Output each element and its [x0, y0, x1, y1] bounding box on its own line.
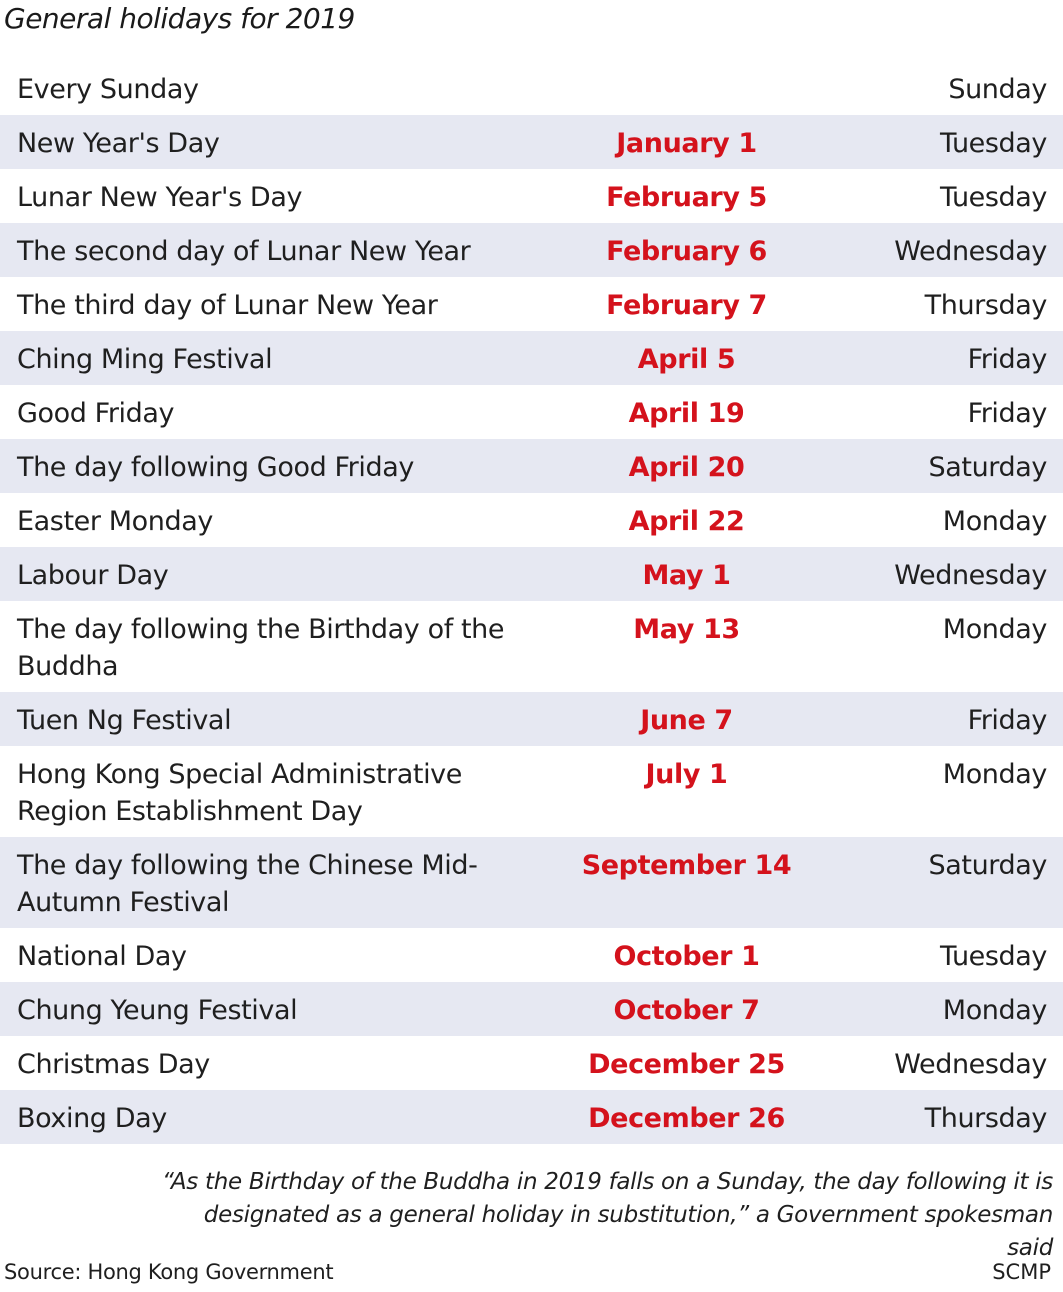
holiday-weekday: Thursday — [924, 290, 1047, 321]
table-row — [0, 169, 1063, 223]
holiday-date: July 1 — [645, 759, 728, 790]
holiday-name: New Year's Day — [17, 128, 220, 159]
holiday-weekday: Tuesday — [939, 128, 1047, 159]
holiday-name: Easter Monday — [17, 506, 213, 537]
holiday-name: Chung Yeung Festival — [17, 995, 298, 1026]
holiday-weekday: Wednesday — [894, 1049, 1047, 1080]
holiday-name: Labour Day — [17, 560, 169, 591]
holiday-name: Lunar New Year's Day — [17, 182, 303, 213]
holiday-date: June 7 — [640, 705, 733, 736]
table-row — [0, 277, 1063, 331]
table-row — [0, 746, 1063, 837]
holiday-weekday: Tuesday — [939, 182, 1047, 213]
holiday-name: Tuen Ng Festival — [17, 705, 232, 736]
table-row — [0, 385, 1063, 439]
publisher-credit: SCMP — [992, 1260, 1051, 1284]
holiday-table — [0, 61, 1063, 1144]
holiday-name: The third day of Lunar New Year — [17, 290, 438, 321]
table-row — [0, 493, 1063, 547]
holiday-name: National Day — [17, 941, 187, 972]
holiday-date: December 25 — [588, 1049, 785, 1080]
holiday-weekday: Friday — [967, 398, 1047, 429]
holiday-weekday: Saturday — [928, 850, 1047, 881]
holiday-weekday: Monday — [942, 759, 1047, 790]
holiday-weekday: Thursday — [924, 1103, 1047, 1134]
holiday-weekday: Friday — [967, 344, 1047, 375]
holiday-name: The day following the Chinese Mid-Autumn Festival — [17, 850, 478, 918]
table-row — [0, 982, 1063, 1036]
table-row — [0, 692, 1063, 746]
holiday-date: December 26 — [588, 1103, 785, 1134]
holiday-date: May 13 — [633, 614, 740, 645]
table-row — [0, 115, 1063, 169]
holiday-weekday: Saturday — [928, 452, 1047, 483]
holiday-name: Boxing Day — [17, 1103, 167, 1134]
holiday-name: Christmas Day — [17, 1049, 210, 1080]
holiday-date: April 19 — [628, 398, 745, 429]
holiday-date: April 22 — [628, 506, 745, 537]
table-row — [0, 547, 1063, 601]
table-row — [0, 928, 1063, 982]
table-row — [0, 61, 1063, 115]
holiday-date: February 7 — [606, 290, 767, 321]
holiday-date: April 20 — [628, 452, 745, 483]
table-row — [0, 1090, 1063, 1144]
holiday-weekday: Friday — [967, 705, 1047, 736]
source-note: Source: Hong Kong Government — [4, 1260, 334, 1284]
holiday-weekday: Monday — [942, 614, 1047, 645]
table-row — [0, 1036, 1063, 1090]
table-row — [0, 223, 1063, 277]
holiday-weekday: Tuesday — [939, 941, 1047, 972]
holiday-name: The day following Good Friday — [17, 452, 414, 483]
holiday-date: May 1 — [642, 560, 731, 591]
holiday-name: The second day of Lunar New Year — [17, 236, 471, 267]
holiday-name: The day following the Birthday of the Buddha — [17, 614, 505, 682]
holiday-date: October 1 — [613, 941, 760, 972]
table-row — [0, 439, 1063, 493]
holiday-date: February 6 — [606, 236, 767, 267]
holiday-date: September 14 — [581, 850, 792, 881]
holiday-date: April 5 — [637, 344, 736, 375]
table-row — [0, 837, 1063, 928]
page-title: General holidays for 2019 — [4, 2, 355, 35]
holiday-weekday: Monday — [942, 995, 1047, 1026]
holiday-weekday: Wednesday — [894, 560, 1047, 591]
holiday-weekday: Sunday — [948, 74, 1047, 105]
holiday-name: Ching Ming Festival — [17, 344, 273, 375]
holiday-date: October 7 — [613, 995, 760, 1026]
holiday-date: January 1 — [616, 128, 757, 159]
holiday-weekday: Wednesday — [894, 236, 1047, 267]
table-row — [0, 601, 1063, 692]
table-row — [0, 331, 1063, 385]
holiday-date: February 5 — [606, 182, 767, 213]
holiday-name: Every Sunday — [17, 74, 199, 105]
holiday-name: Good Friday — [17, 398, 175, 429]
holiday-weekday: Monday — [942, 506, 1047, 537]
spokesman-quote: “As the Birthday of the Buddha in 2019 falls on a Sunday, the day following it is designated as a general holiday in substitution,” a Government spokesman said — [161, 1169, 1053, 1261]
holiday-name: Hong Kong Special Administrative Region Establishment Day — [17, 759, 462, 827]
